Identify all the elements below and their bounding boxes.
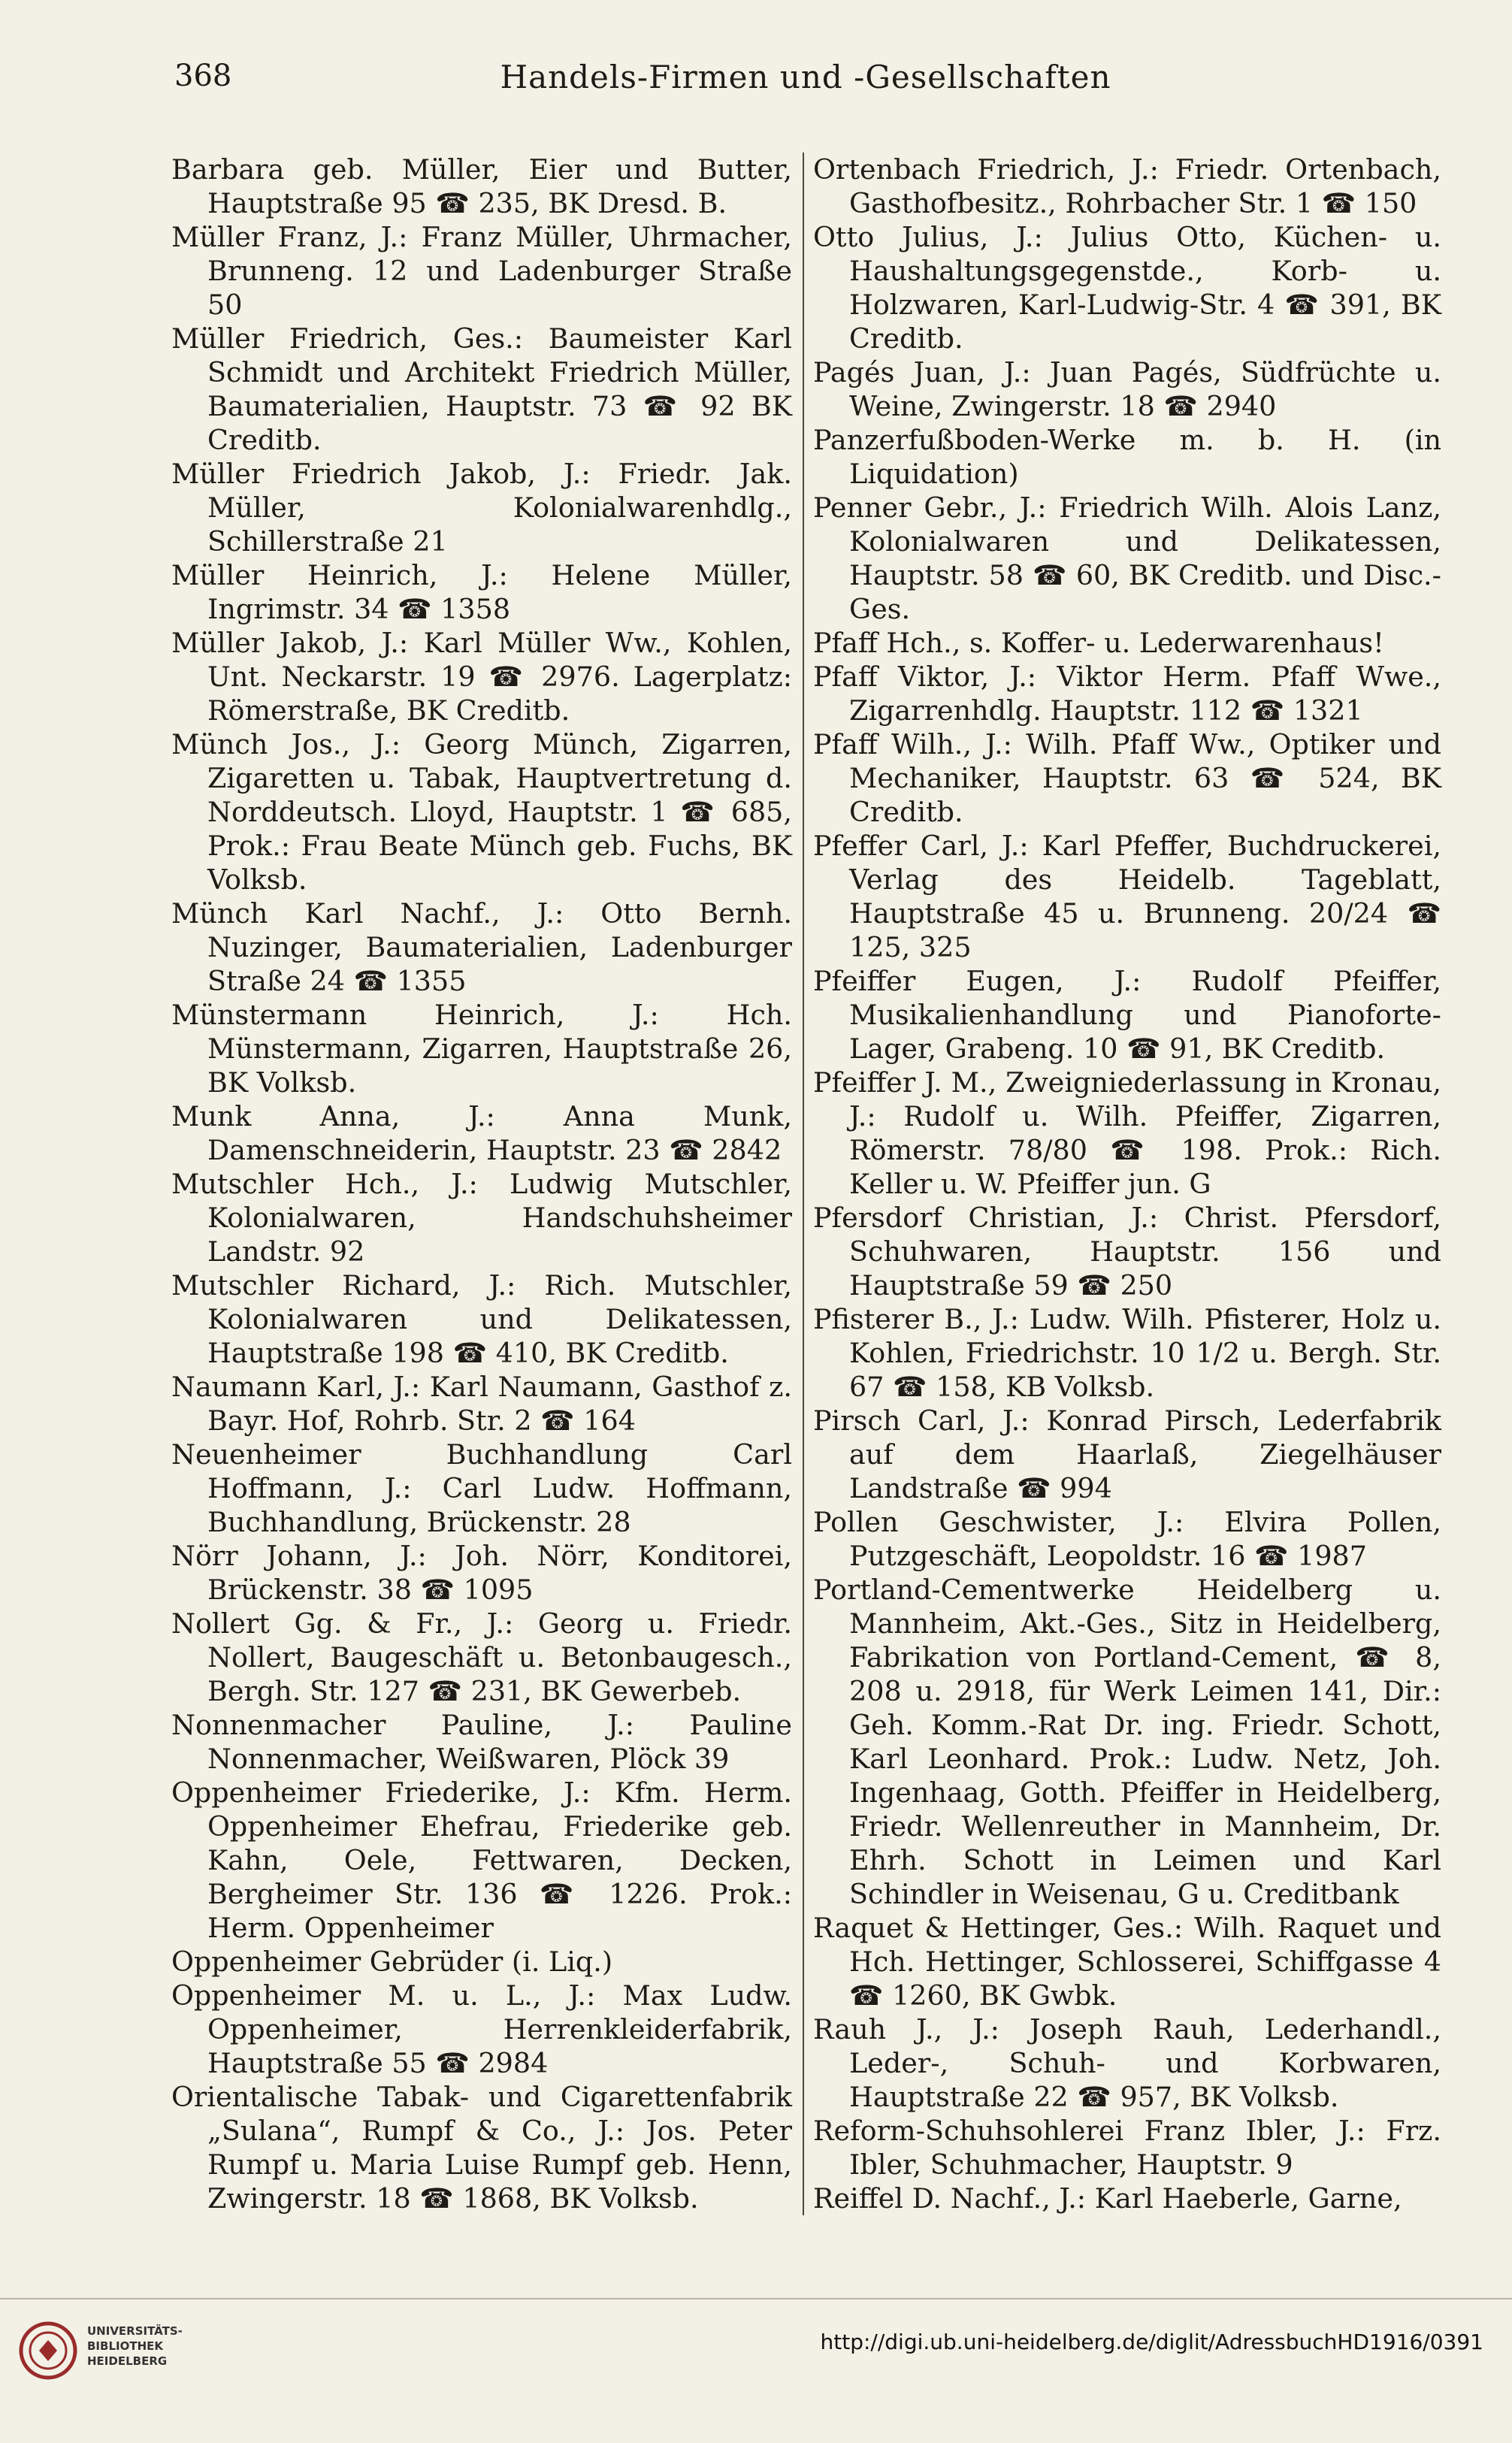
directory-entry: Barbara geb. Müller, Eier und Butter, Hauptstraße 95 ☎ 235, BK Dresd. B. [171,153,792,219]
right-column [813,153,1441,2215]
directory-entry: Müller Jakob, J.: Karl Müller Ww., Kohlen, Unt. Neckarstr. 19 ☎ 2976. Lagerplatz: Römerstraße, BK Creditb. [171,627,792,727]
directory-entry: Pfaff Viktor, J.: Viktor Herm. Pfaff Wwe., Zigarrenhdlg. Hauptstr. 112 ☎ 1321 [813,661,1441,727]
directory-entry: Müller Franz, J.: Franz Müller, Uhrmacher, Brunneng. 12 und Ladenburger Straße 50 [171,221,792,321]
directory-entry: Pfeiffer Eugen, J.: Rudolf Pfeiffer, Musikalienhandlung und Pianoforte-Lager, Grabeng. 10 ☎ 91, BK Creditb. [813,965,1441,1065]
directory-entry: Orientalische Tabak- und Cigarettenfabrik „Sulana“, Rumpf & Co., J.: Jos. Peter Rumpf u. Maria Luise Rumpf geb. Henn, Zwingerstr. 18 ☎ 1868, BK Volksb. [171,2081,792,2215]
left-column [171,153,792,2215]
logo-line-1: UNIVERSITÄTS- [87,2324,183,2338]
directory-entry: Pfeiffer J. M., Zweigniederlassung in Kronau, J.: Rudolf u. Wilh. Pfeiffer, Zigarren, Römerstr. 78/80 ☎ 198. Prok.: Rich. Keller u. W. Pfeiffer jun. G [813,1066,1441,1200]
directory-entry: Oppenheimer Friederike, J.: Kfm. Herm. Oppenheimer Ehefrau, Friederike geb. Kahn, Oele, Fettwaren, Decken, Bergheimer Str. 136 ☎ 1226. Prok.: Herm. Oppenheimer [171,1776,792,1944]
page-header [174,59,1437,104]
directory-entry: Müller Friedrich Jakob, J.: Friedr. Jak. Müller, Kolonialwarenhdlg., Schillerstraße 21 [171,458,792,558]
source-url-link[interactable]: http://digi.ub.uni-heidelberg.de/diglit/AdressbuchHD1916/0391 [820,2330,1483,2354]
directory-entry: Rauh J., J.: Joseph Rauh, Lederhandl., Leder-, Schuh- und Korbwaren, Hauptstraße 22 ☎ 957, BK Volksb. [813,2013,1441,2113]
directory-entry: Nörr Johann, J.: Joh. Nörr, Konditorei, Brückenstr. 38 ☎ 1095 [171,1540,792,1606]
directory-entry: Reform-Schuhsohlerei Franz Ibler, J.: Frz. Ibler, Schuhmacher, Hauptstr. 9 [813,2115,1441,2181]
directory-entry: Nollert Gg. & Fr., J.: Georg u. Friedr. Nollert, Baugeschäft u. Betonbaugesch., Bergh. Str. 127 ☎ 231, BK Gewerbeb. [171,1607,792,1707]
directory-entry: Müller Friedrich, Ges.: Baumeister Karl Schmidt und Architekt Friedrich Müller, Baumaterialien, Hauptstr. 73 ☎ 92 BK Creditb. [171,322,792,456]
directory-entry: Penner Gebr., J.: Friedrich Wilh. Alois Lanz, Kolonialwaren und Delikatessen, Hauptstr. 58 ☎ 60, BK Creditb. und Disc.-Ges. [813,491,1441,625]
directory-entry: Neuenheimer Buchhandlung Carl Hoffmann, J.: Carl Ludw. Hoffmann, Buchhandlung, Brückenstr. 28 [171,1438,792,1538]
directory-entry: Ortenbach Friedrich, J.: Friedr. Ortenbach, Gasthofbesitz., Rohrbacher Str. 1 ☎ 150 [813,153,1441,219]
directory-entry: Nonnenmacher Pauline, J.: Pauline Nonnenmacher, Weißwaren, Plöck 39 [171,1709,792,1775]
page-number: 368 [174,59,232,93]
directory-entry: Raquet & Hettinger, Ges.: Wilh. Raquet und Hch. Hettinger, Schlosserei, Schiffgasse 4 ☎ 1260, BK Gwbk. [813,1912,1441,2012]
directory-entry: Pfeffer Carl, J.: Karl Pfeffer, Buchdruckerei, Verlag des Heidelb. Tageblatt, Hauptstraße 45 u. Brunneng. 20/24 ☎ 125, 325 [813,830,1441,963]
directory-entry: Panzerfußboden-Werke m. b. H. (in Liquidation) [813,424,1441,490]
directory-entry: Müller Heinrich, J.: Helene Müller, Ingrimstr. 34 ☎ 1358 [171,559,792,625]
directory-entry: Mutschler Richard, J.: Rich. Mutschler, Kolonialwaren und Delikatessen, Hauptstraße 198 ☎ 410, BK Creditb. [171,1269,792,1369]
library-logo[interactable] [18,2321,183,2388]
directory-entry: Pfaff Wilh., J.: Wilh. Pfaff Ww., Optiker und Mechaniker, Hauptstr. 63 ☎ 524, BK Creditb. [813,728,1441,828]
directory-entry: Münch Karl Nachf., J.: Otto Bernh. Nuzinger, Baumaterialien, Ladenburger Straße 24 ☎ 1355 [171,897,792,997]
directory-entry: Reiffel D. Nachf., J.: Karl Haeberle, Garne, [813,2182,1402,2215]
directory-entry: Oppenheimer Gebrüder (i. Liq.) [171,1946,613,1978]
directory-entry: Pfaff Hch., s. Koffer- u. Lederwarenhaus! [813,627,1384,659]
directory-entry: Pirsch Carl, J.: Konrad Pirsch, Lederfabrik auf dem Haarlaß, Ziegelhäuser Landstraße ☎ 994 [813,1404,1441,1504]
running-head: Handels-Firmen und -Gesellschaften [500,59,1111,95]
directory-entry: Munk Anna, J.: Anna Munk, Damenschneiderin, Hauptstr. 23 ☎ 2842 [171,1100,792,1166]
directory-entry: Oppenheimer M. u. L., J.: Max Ludw. Oppenheimer, Herrenkleiderfabrik, Hauptstraße 55 ☎ 2984 [171,1979,792,2079]
footer-divider [0,2298,1512,2299]
directory-entry: Pagés Juan, J.: Juan Pagés, Südfrüchte u. Weine, Zwingerstr. 18 ☎ 2940 [813,356,1441,422]
directory-entry: Pfersdorf Christian, J.: Christ. Pfersdorf, Schuhwaren, Hauptstr. 156 und Hauptstraße 59 ☎ 250 [813,1202,1441,1302]
directory-entry: Otto Julius, J.: Julius Otto, Küchen- u. Haushaltungsgegenstde., Korb- u. Holzwaren, Karl-Ludwig-Str. 4 ☎ 391, BK Creditb. [813,221,1441,355]
column-divider [803,153,804,2215]
directory-entry: Naumann Karl, J.: Karl Naumann, Gasthof z. Bayr. Hof, Rohrb. Str. 2 ☎ 164 [171,1371,792,1437]
logo-line-3: HEIDELBERG [87,2354,168,2368]
directory-entry: Pfisterer B., J.: Ludw. Wilh. Pfisterer, Holz u. Kohlen, Friedrichstr. 10 1/2 u. Bergh. Str. 67 ☎ 158, KB Volksb. [813,1303,1441,1403]
logo-line-2: BIBLIOTHEK [87,2339,163,2353]
directory-entry: Pollen Geschwister, J.: Elvira Pollen, Putzgeschäft, Leopoldstr. 16 ☎ 1987 [813,1506,1441,1572]
directory-entry: Portland-Cementwerke Heidelberg u. Mannheim, Akt.-Ges., Sitz in Heidelberg, Fabrikation von Portland-Cement, ☎ 8, 208 u. 2918, für Werk Leimen 141, Dir.: Geh. Komm.-Rat Dr. ing. Friedr. Schott, Karl Leonhard. Prok.: Ludw. Netz, Joh. Ingenhaag, Gotth. Pfeiffer in Heidelberg, Friedr. Wellenreuther in Mannheim, Dr. Ehrh. Schott in Leimen und Karl Schindler in Weisenau, G u. Creditbank [813,1574,1441,1910]
library-seal-icon [18,2321,78,2381]
page-footer [0,2298,1512,2403]
directory-entry: Mutschler Hch., J.: Ludwig Mutschler, Kolonialwaren, Handschuhsheimer Landstr. 92 [171,1168,792,1268]
directory-entry: Münch Jos., J.: Georg Münch, Zigarren, Zigaretten u. Tabak, Hauptvertretung d. Norddeutsch. Lloyd, Hauptstr. 1 ☎ 685, Prok.: Frau Beate Münch geb. Fuchs, BK Volksb. [171,728,792,896]
directory-entry: Münstermann Heinrich, J.: Hch. Münstermann, Zigarren, Hauptstraße 26, BK Volksb. [171,999,792,1099]
library-name [87,2324,192,2369]
